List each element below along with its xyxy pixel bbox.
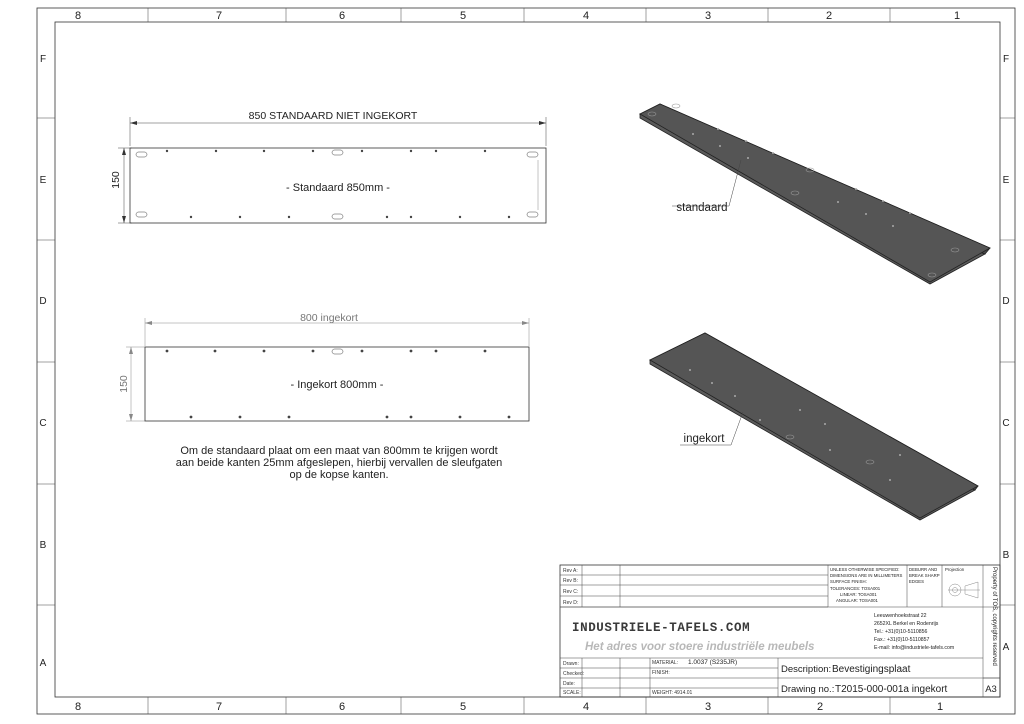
iso-ingekort-callout: ingekort — [683, 433, 725, 445]
date-label: Date: — [563, 681, 575, 687]
company-logo: INDUSTRIELE-TAFELS.COM — [572, 621, 751, 635]
slot-hole — [332, 349, 343, 354]
tb-projection-label: Projection — [945, 567, 965, 572]
tb-note-line: UNLESS OTHERWISE SPECIFIED: — [830, 567, 900, 572]
rev-a-label: Rev A: — [563, 568, 578, 574]
drawing-note — [176, 445, 503, 481]
tb-note-line: TOLERANCES: TOSA001 — [830, 586, 881, 591]
slot-hole — [332, 214, 343, 219]
col-label-bottom: 2 — [816, 701, 824, 713]
col-label-top: 6 — [338, 10, 346, 22]
tb-note-line: LINEAR: TOSA001 — [840, 592, 877, 597]
row-label-left: A — [39, 658, 47, 669]
standard-plate-label: - Standaard 850mm - — [286, 182, 390, 194]
slot-hole — [332, 150, 343, 155]
tb-deburr-line: DEBURR AND — [909, 567, 938, 572]
slot-hole — [136, 212, 147, 217]
row-label-left: D — [39, 296, 47, 307]
weight-label: WEIGHT: 4914.01 — [652, 690, 693, 696]
description-value: Bevestigingsplaat — [832, 664, 911, 675]
sheet-size: A3 — [985, 684, 997, 695]
outer-frame — [37, 8, 1015, 714]
address-line: Fax.: +31(0)10-5110857 — [874, 637, 930, 643]
zone-dividers — [37, 8, 1015, 714]
row-label-left: B — [39, 540, 47, 551]
material-value: 1.0037 (S235JR) — [688, 659, 738, 666]
iso-view-standard — [640, 104, 990, 284]
material-label: MATERIAL: — [652, 660, 679, 666]
standard-plate-view — [110, 110, 546, 223]
scale-label: SCALE: — [563, 690, 581, 696]
drawing-no-value: T2015-000-001a ingekort — [835, 684, 948, 695]
row-label-left: C — [39, 418, 47, 429]
col-label-top: 8 — [74, 10, 82, 22]
col-label-bottom: 6 — [338, 701, 346, 713]
col-label-bottom: 5 — [459, 701, 467, 713]
col-label-top: 3 — [704, 10, 712, 22]
row-label-right: D — [1002, 296, 1010, 307]
col-label-bottom: 7 — [215, 701, 223, 713]
address-line: E-mail: info@industriele-tafels.com — [874, 645, 955, 651]
rev-d-label: Rev D: — [563, 600, 579, 606]
drawn-label: Drawn: — [563, 661, 579, 667]
note-line: op de kopse kanten. — [289, 469, 389, 481]
col-label-bottom: 4 — [582, 701, 590, 713]
finish-label: FINISH: — [652, 670, 670, 676]
address-line: Tel.: +31(0)10-5110856 — [874, 629, 928, 635]
row-label-left: E — [39, 175, 47, 186]
title-block — [560, 565, 1000, 697]
ingekort-height-dimension: 150 — [118, 375, 130, 393]
col-label-top: 1 — [953, 10, 961, 22]
drawing-no-label: Drawing no.: — [781, 684, 835, 695]
col-label-top: 2 — [825, 10, 833, 22]
iso-standard-callout: standaard — [676, 202, 728, 214]
standard-height-dimension: 150 — [110, 171, 122, 189]
copyright-side-text: Property of TOS, copyrights reserved — [991, 567, 997, 666]
checked-label: Checked: — [563, 671, 585, 677]
standard-width-dimension: 850 STANDAARD NIET INGEKORT — [248, 110, 418, 122]
projection-symbol-icon — [948, 582, 980, 598]
row-label-right: B — [1002, 550, 1010, 561]
rev-c-label: Rev C: — [563, 589, 579, 595]
col-label-top: 7 — [215, 10, 223, 22]
address-line: 2652XL Berkel en Rodenrijs — [874, 621, 939, 627]
row-label-right: F — [1002, 54, 1010, 65]
iso-view-ingekort — [650, 333, 978, 520]
col-label-bottom: 3 — [704, 701, 712, 713]
tb-note-line: ANGULAR: TOSA001 — [836, 598, 878, 603]
tb-note-line: DIMENSIONS ARE IN MILLIMETERS — [830, 573, 903, 578]
row-label-right: C — [1002, 418, 1010, 429]
row-label-right: A — [1002, 642, 1010, 653]
address-line: Leeuwenhoekstraat 22 — [874, 613, 927, 619]
tb-deburr-line: EDGES — [909, 579, 925, 584]
note-line: aan beide kanten 25mm afgeslepen, hierbij vervallen de sleufgaten — [175, 457, 503, 469]
description-label: Description: — [781, 664, 832, 675]
rev-b-label: Rev B: — [563, 578, 579, 584]
col-label-top: 5 — [459, 10, 467, 22]
tb-deburr-line: BREAK SHARP — [909, 573, 940, 578]
slot-hole — [527, 152, 538, 157]
row-label-right: E — [1002, 175, 1010, 186]
col-label-bottom: 1 — [936, 701, 944, 713]
note-line: Om de standaard plaat om een maat van 800mm te krijgen wordt — [180, 445, 498, 457]
ingekort-plate-label: - Ingekort 800mm - — [290, 379, 384, 391]
company-slogan: Het adres voor stoere industriële meubels — [585, 641, 815, 653]
ingekort-width-dimension: 800 ingekort — [300, 312, 358, 324]
col-label-top: 4 — [582, 10, 590, 22]
row-label-left: F — [39, 54, 47, 65]
slot-hole — [527, 212, 538, 217]
tb-note-line: SURFACE FINISH: — [830, 579, 867, 584]
col-label-bottom: 8 — [74, 701, 82, 713]
ingekort-plate-view — [118, 312, 529, 421]
slot-hole — [136, 152, 147, 157]
